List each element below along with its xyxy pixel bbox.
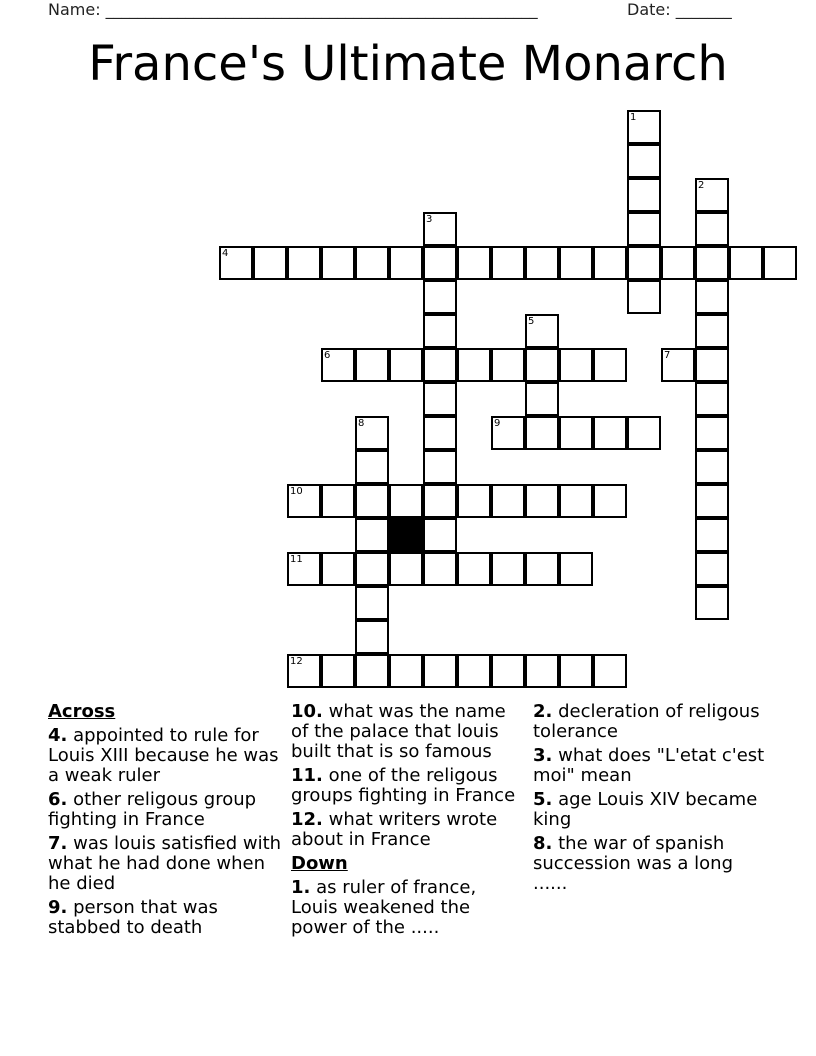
clue-text: as ruler of france, Louis weakened the power of the ..... <box>291 877 477 938</box>
clue-text: age Louis XIV became king <box>533 789 758 830</box>
grid-cell[interactable] <box>389 484 423 518</box>
grid-cell[interactable] <box>695 178 729 212</box>
clue-number: 3. <box>533 745 553 766</box>
grid-cell[interactable] <box>525 416 559 450</box>
clue-item <box>291 878 527 938</box>
grid-cell[interactable] <box>695 586 729 620</box>
grid-cell[interactable] <box>491 484 525 518</box>
grid-cell[interactable] <box>695 314 729 348</box>
clue-number-label: 10 <box>290 486 303 497</box>
grid-cell[interactable] <box>287 552 321 586</box>
clue-number-label: 1 <box>630 112 637 123</box>
grid-cell[interactable] <box>593 416 627 450</box>
grid-cell[interactable] <box>525 654 559 688</box>
clue-number: 12. <box>291 809 323 830</box>
grid-cell[interactable] <box>457 654 491 688</box>
grid-cell[interactable] <box>321 246 355 280</box>
grid-cell[interactable] <box>287 654 321 688</box>
clue-item <box>291 702 527 762</box>
clue-number-label: 6 <box>324 350 331 361</box>
puzzle-title: France's Ultimate Monarch <box>88 36 728 92</box>
grid-cell[interactable] <box>491 654 525 688</box>
grid-cell[interactable] <box>423 246 457 280</box>
grid-cell[interactable] <box>525 484 559 518</box>
grid-cell[interactable] <box>525 382 559 416</box>
clue-text: one of the religous groups fighting in France <box>291 765 516 806</box>
grid-cell[interactable] <box>423 552 457 586</box>
grid-cell[interactable] <box>491 348 525 382</box>
grid-cell[interactable] <box>389 246 423 280</box>
grid-cell[interactable] <box>559 348 593 382</box>
clue-section-heading: Across <box>48 701 116 722</box>
clue-item <box>533 834 769 894</box>
grid-cell[interactable] <box>355 620 389 654</box>
clue-text: the war of spanish succession was a long ...... <box>533 833 734 894</box>
grid-cell[interactable] <box>355 484 389 518</box>
grid-cell[interactable] <box>321 348 355 382</box>
grid-cell[interactable] <box>219 246 253 280</box>
grid-cell[interactable] <box>695 552 729 586</box>
clue-item <box>291 810 527 850</box>
clue-number: 4. <box>48 725 68 746</box>
clue-text: person that was stabbed to death <box>48 897 218 938</box>
grid-cell[interactable] <box>355 518 389 552</box>
grid-cell[interactable] <box>559 654 593 688</box>
grid-cell[interactable] <box>695 450 729 484</box>
grid-cell[interactable] <box>423 654 457 688</box>
grid-cell[interactable] <box>593 654 627 688</box>
grid-cell[interactable] <box>423 212 457 246</box>
clue-item <box>48 726 284 786</box>
grid-cell[interactable] <box>457 552 491 586</box>
clues-column-1 <box>48 702 284 942</box>
clue-number: 7. <box>48 833 68 854</box>
date-field-label: Date: _______ <box>627 0 732 19</box>
grid-cell[interactable] <box>287 484 321 518</box>
clue-text: other religous group fighting in France <box>48 789 257 830</box>
grid-cell[interactable] <box>695 246 729 280</box>
grid-cell[interactable] <box>763 246 797 280</box>
grid-cell[interactable] <box>525 246 559 280</box>
clues-column-3 <box>533 702 769 898</box>
clue-text: was louis satisfied with what he had done when he died <box>48 833 282 894</box>
grid-cell[interactable] <box>491 552 525 586</box>
grid-cell[interactable] <box>287 246 321 280</box>
grid-cell[interactable] <box>729 246 763 280</box>
clue-item <box>48 834 284 894</box>
clue-number: 8. <box>533 833 553 854</box>
clue-number: 2. <box>533 701 553 722</box>
grid-cell[interactable] <box>559 416 593 450</box>
clue-number-label: 4 <box>222 248 229 259</box>
clue-number-label: 9 <box>494 418 501 429</box>
clue-number: 5. <box>533 789 553 810</box>
grid-cell[interactable] <box>627 178 661 212</box>
grid-cell[interactable] <box>321 484 355 518</box>
grid-cell[interactable] <box>457 348 491 382</box>
grid-cell[interactable] <box>695 518 729 552</box>
clue-number-label: 11 <box>290 554 303 565</box>
grid-cell[interactable] <box>661 246 695 280</box>
grid-cell[interactable] <box>355 450 389 484</box>
grid-cell[interactable] <box>695 484 729 518</box>
clue-number: 6. <box>48 789 68 810</box>
clue-text: appointed to rule for Louis XIII because he was a weak ruler <box>48 725 279 786</box>
clue-text: what does "L'etat c'est moi" mean <box>533 745 765 786</box>
grid-cell[interactable] <box>423 518 457 552</box>
grid-cell[interactable] <box>355 246 389 280</box>
grid-cell[interactable] <box>423 348 457 382</box>
grid-cell[interactable] <box>355 416 389 450</box>
grid-cell[interactable] <box>627 416 661 450</box>
grid-cell[interactable] <box>525 552 559 586</box>
clue-item <box>533 790 769 830</box>
clue-number-label: 12 <box>290 656 303 667</box>
grid-cell[interactable] <box>593 246 627 280</box>
grid-cell[interactable] <box>627 212 661 246</box>
grid-cell[interactable] <box>423 280 457 314</box>
clue-section-heading: Down <box>291 853 348 874</box>
clue-number-label: 8 <box>358 418 365 429</box>
grid-cell[interactable] <box>253 246 287 280</box>
grid-cell[interactable] <box>423 484 457 518</box>
clue-text: decleration of religous tolerance <box>533 701 760 742</box>
grid-cell[interactable] <box>457 484 491 518</box>
grid-cell[interactable] <box>355 654 389 688</box>
grid-cell[interactable] <box>559 484 593 518</box>
grid-cell[interactable] <box>525 348 559 382</box>
grid-cell[interactable] <box>423 450 457 484</box>
grid-cell[interactable] <box>695 416 729 450</box>
clue-text: what writers wrote about in France <box>291 809 498 850</box>
grid-cell[interactable] <box>627 110 661 144</box>
clue-text: what was the name of the palace that louis built that is so famous <box>291 701 506 762</box>
grid-cell[interactable] <box>627 144 661 178</box>
grid-cell[interactable] <box>457 246 491 280</box>
grid-cell[interactable] <box>559 552 593 586</box>
grid-cell[interactable] <box>491 416 525 450</box>
grid-cell[interactable] <box>355 348 389 382</box>
grid-cell[interactable] <box>559 246 593 280</box>
grid-cell[interactable] <box>423 382 457 416</box>
clue-number: 11. <box>291 765 323 786</box>
grid-cell[interactable] <box>695 212 729 246</box>
grid-cell[interactable] <box>525 314 559 348</box>
grid-cell[interactable] <box>661 348 695 382</box>
grid-cell[interactable] <box>695 382 729 416</box>
clue-number-label: 3 <box>426 214 433 225</box>
grid-cell[interactable] <box>389 552 423 586</box>
grid-cell[interactable] <box>695 280 729 314</box>
name-field-label: Name: ______________________________________________________ <box>48 0 538 19</box>
clue-item <box>48 790 284 830</box>
clue-item <box>48 898 284 938</box>
grid-cell[interactable] <box>695 348 729 382</box>
clues-column-2 <box>291 702 527 942</box>
clue-number-label: 5 <box>528 316 535 327</box>
clue-number: 9. <box>48 897 68 918</box>
clue-number-label: 7 <box>664 350 671 361</box>
grid-cell[interactable] <box>321 654 355 688</box>
grid-cell[interactable] <box>389 348 423 382</box>
grid-cell[interactable] <box>423 416 457 450</box>
grid-cell[interactable] <box>355 586 389 620</box>
black-square <box>389 518 423 552</box>
grid-cell[interactable] <box>423 314 457 348</box>
clue-number: 1. <box>291 877 311 898</box>
grid-cell[interactable] <box>593 348 627 382</box>
grid-cell[interactable] <box>593 484 627 518</box>
grid-cell[interactable] <box>321 552 355 586</box>
grid-cell[interactable] <box>627 280 661 314</box>
clue-item <box>533 702 769 742</box>
grid-cell[interactable] <box>627 246 661 280</box>
clue-item <box>533 746 769 786</box>
grid-cell[interactable] <box>491 246 525 280</box>
clue-item <box>291 766 527 806</box>
grid-cell[interactable] <box>389 654 423 688</box>
grid-cell[interactable] <box>355 552 389 586</box>
clue-number-label: 2 <box>698 180 705 191</box>
clue-number: 10. <box>291 701 323 722</box>
